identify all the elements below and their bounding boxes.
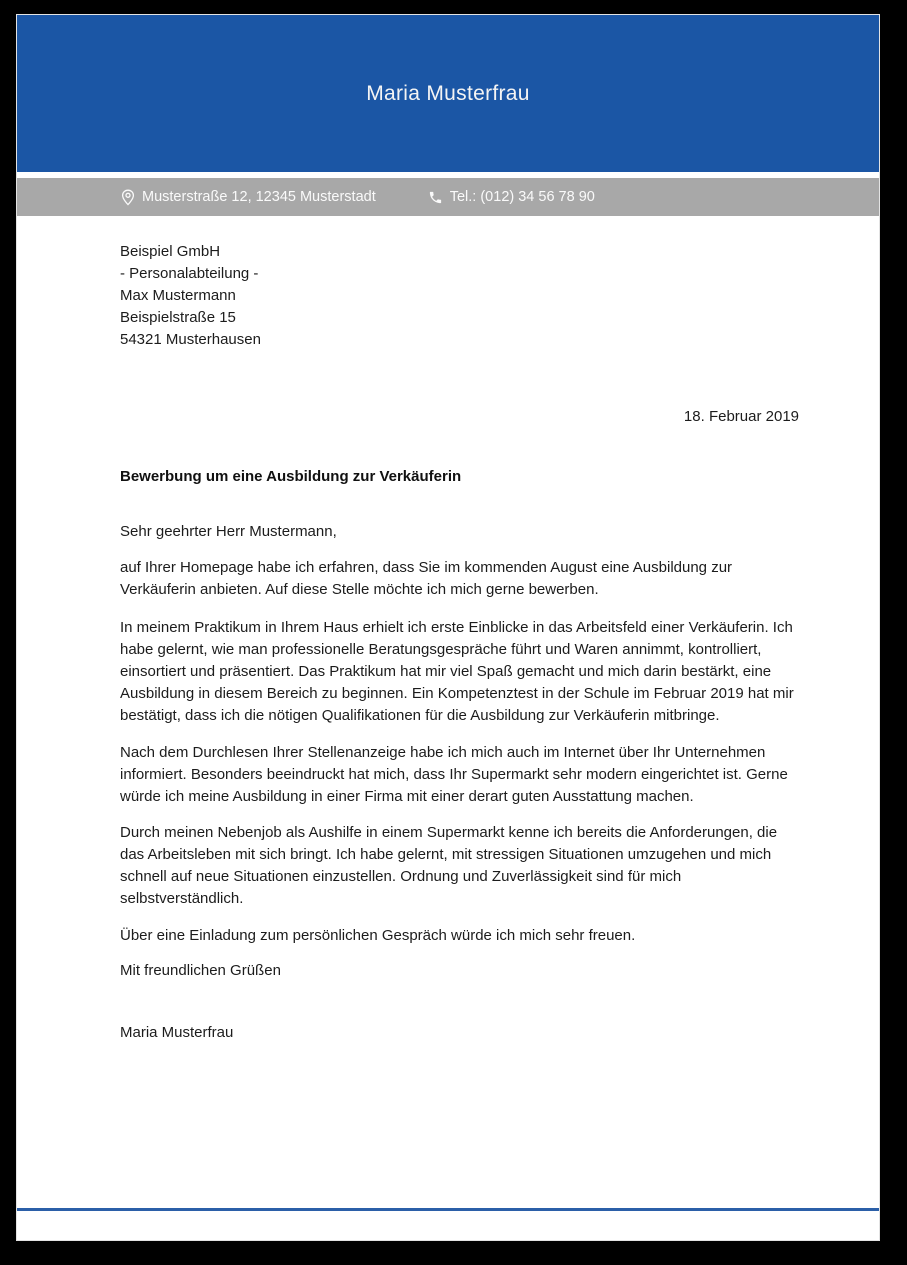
body-paragraph: auf Ihrer Homepage habe ich erfahren, dass Sie im kommenden August eine Ausbildung zur Verkäuferin anbieten. Auf diese Stelle möchte ich mich gerne bewerben. bbox=[120, 559, 733, 598]
header-band bbox=[17, 15, 879, 172]
location-pin-icon bbox=[121, 189, 135, 206]
recipient-line: 54321 Musterhausen bbox=[120, 331, 261, 348]
signature-name: Maria Musterfrau bbox=[120, 1024, 234, 1041]
address-item bbox=[121, 189, 376, 206]
body-paragraph: Durch meinen Nebenjob als Aushilfe in einem Supermarkt kenne ich bereits die Anforderungen, die das Arbeitsleben mit sich bringt. Ich habe gelernt, mit stressigen Situationen umzugehen und mich schnell auf neue Situationen einzustellen. Ordnung und Zuverlässigkeit sind für mich selbstverständlich. bbox=[120, 824, 778, 907]
salutation: Sehr geehrter Herr Mustermann, bbox=[120, 523, 337, 540]
address-text: Musterstraße 12, 12345 Musterstadt bbox=[142, 189, 376, 205]
recipient-line: Beispielstraße 15 bbox=[120, 309, 236, 326]
body-paragraph: Über eine Einladung zum persönlichen Gespräch würde ich mich sehr freuen. bbox=[120, 927, 636, 944]
subject-line: Bewerbung um eine Ausbildung zur Verkäuferin bbox=[120, 468, 462, 485]
sender-name: Maria Musterfrau bbox=[366, 81, 530, 105]
recipient-line: - Personalabteilung - bbox=[120, 265, 259, 282]
body-paragraph: In meinem Praktikum in Ihrem Haus erhielt ich erste Einblicke in das Arbeitsfeld einer Verkäuferin. Ich habe gelernt, wie man professionelle Beratungsgespräche führt und Waren annimmt, kontrolliert, einsortiert und präsentiert. Das Praktikum hat mir viel Spaß gemacht und mich darin bestärkt, eine Ausbildung in diesem Bereich zu beginnen. Ein Kompetenztest in der Schule im Februar 2019 hat mir bestätigt, dass ich die nötigen Qualifikationen für die Ausbildung zur Verkäuferin mitbringe. bbox=[120, 619, 794, 724]
recipient-line: Max Mustermann bbox=[120, 287, 236, 304]
phone-text: Tel.: (012) 34 56 78 90 bbox=[449, 189, 595, 205]
footer-rule bbox=[17, 1208, 879, 1211]
letter-page bbox=[16, 14, 880, 1241]
recipient-address-block bbox=[120, 241, 799, 351]
closing-formula: Mit freundlichen Grüßen bbox=[120, 962, 281, 979]
phone-receiver-icon bbox=[428, 190, 443, 205]
contact-bar bbox=[17, 178, 879, 216]
letter-date: 18. Februar 2019 bbox=[683, 408, 799, 425]
phone-item bbox=[428, 189, 595, 205]
body-paragraph: Nach dem Durchlesen Ihrer Stellenanzeige habe ich mich auch im Internet über Ihr Unternehmen informiert. Besonders beeindruckt hat mich, dass Ihr Supermarkt sehr modern eingerichtet ist. Gerne würde ich meine Ausbildung in einer Firma mit einer derart guten Ausstattung machen. bbox=[120, 744, 788, 805]
recipient-line: Beispiel GmbH bbox=[120, 243, 221, 260]
letter-body bbox=[17, 241, 879, 1044]
